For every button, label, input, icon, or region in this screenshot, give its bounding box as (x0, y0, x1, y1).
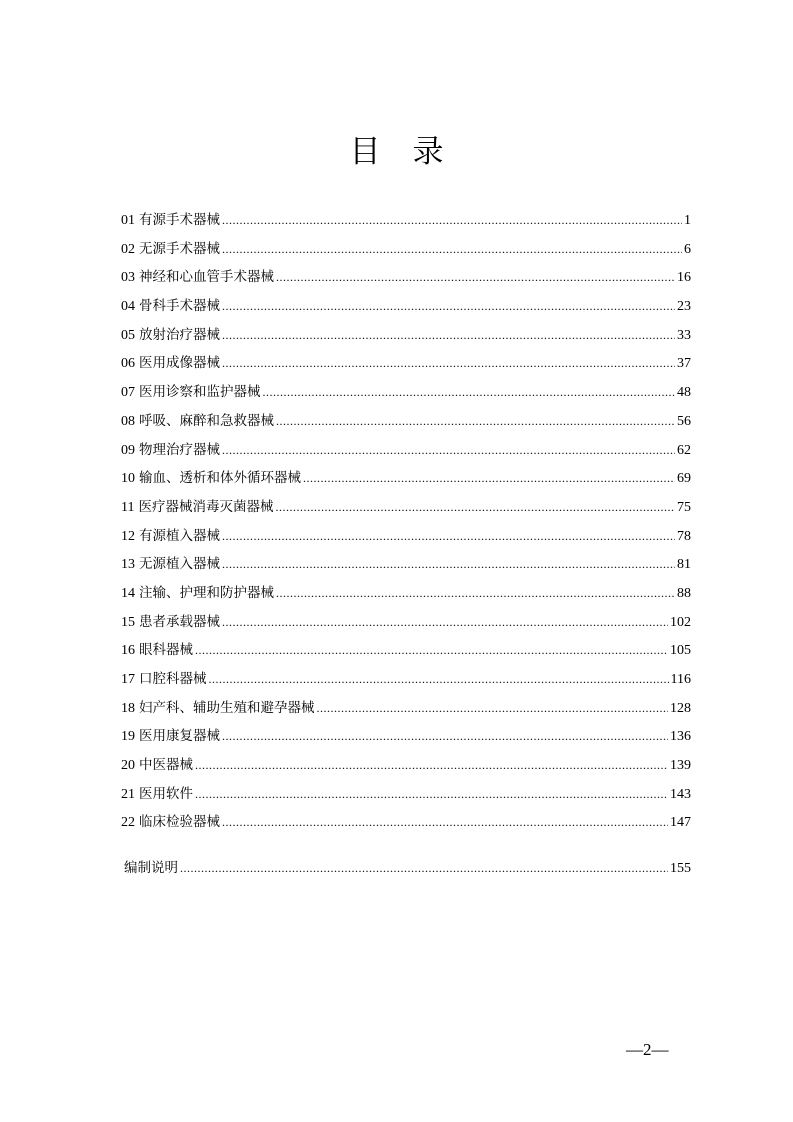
toc-entry-page: 116 (670, 672, 691, 687)
toc-entry-number: 22 (121, 815, 135, 831)
toc-leader-dots (222, 722, 668, 751)
toc-entry[interactable] (121, 436, 691, 465)
toc-entry-label: 输血、透析和体外循环器械 (139, 470, 301, 487)
toc-entry[interactable] (121, 378, 691, 407)
toc-leader-dots (222, 321, 675, 350)
toc-entry-page: 78 (677, 528, 691, 544)
toc-entry-page: 23 (677, 299, 691, 315)
toc-entry-number: 06 (121, 356, 135, 372)
toc-entry-page: 37 (677, 356, 691, 372)
toc-entry-page: 62 (677, 442, 691, 458)
toc-entry-number: 10 (121, 471, 135, 487)
title-char-1: 目 (349, 134, 381, 170)
toc-entry-number: 13 (121, 557, 135, 573)
toc-leader-dots (222, 206, 682, 235)
toc-entry-number: 20 (121, 758, 135, 774)
toc-entry-number: 07 (121, 385, 135, 401)
toc-entry-label: 放射治疗器械 (139, 326, 220, 343)
toc-leader-dots (195, 751, 668, 780)
toc-entry[interactable] (121, 722, 691, 751)
toc-entry[interactable] (121, 464, 691, 493)
toc-entry[interactable] (121, 206, 691, 235)
toc-entry-label: 医用成像器械 (139, 355, 220, 372)
toc-extra-label: 编制说明 (124, 860, 178, 876)
toc-entry-label: 神经和心血管手术器械 (139, 269, 274, 286)
toc-entry-page: 69 (677, 471, 691, 487)
toc-entry-page: 147 (670, 815, 691, 831)
toc-entry[interactable] (121, 636, 691, 665)
toc-entry[interactable] (121, 263, 691, 292)
toc-entry-label: 无源植入器械 (139, 556, 220, 573)
toc-leader-dots (222, 292, 675, 321)
toc-entry-number: 14 (121, 585, 135, 601)
title-char-2: 录 (412, 134, 444, 170)
toc-entry[interactable] (121, 493, 691, 522)
toc-leader-dots (180, 854, 668, 883)
toc-entry-label: 医疗器械消毒灭菌器械 (138, 498, 274, 515)
toc-entry-number: 18 (121, 700, 135, 716)
toc-leader-dots (209, 665, 669, 694)
toc-entry[interactable] (121, 407, 691, 436)
toc-entry[interactable] (121, 321, 691, 350)
toc-entry-label: 有源植入器械 (139, 527, 220, 544)
toc-entry-number: 17 (121, 672, 135, 687)
toc-entry-number: 21 (121, 786, 135, 802)
page-title (0, 132, 793, 172)
toc-entry-page: 102 (670, 614, 691, 630)
toc-entry-page: 81 (677, 557, 691, 573)
toc-entry[interactable] (121, 550, 691, 579)
toc-entry-page: 56 (677, 413, 691, 429)
toc-entry-label: 中医器械 (139, 757, 193, 774)
page-number: —2— (626, 1040, 669, 1059)
toc-entry-label: 医用诊察和监护器械 (139, 384, 261, 401)
toc-entry-page: 88 (677, 585, 691, 601)
toc-entry-number: 02 (121, 241, 135, 257)
toc-entry-page: 48 (677, 385, 691, 401)
toc-leader-dots (275, 493, 675, 522)
toc-leader-dots (317, 694, 669, 723)
toc-entry-page: 139 (670, 758, 691, 774)
toc-leader-dots (195, 636, 668, 665)
toc-entry-number: 04 (121, 299, 135, 315)
toc-entry[interactable] (121, 579, 691, 608)
toc-entry-label: 有源手术器械 (139, 212, 220, 228)
toc-leader-dots (222, 550, 675, 579)
toc-entry[interactable] (121, 608, 691, 637)
toc-entry[interactable] (121, 665, 691, 694)
toc-entry-number: 03 (121, 270, 135, 286)
toc-leader-dots (276, 263, 675, 292)
toc-entry-label: 注输、护理和防护器械 (139, 584, 274, 601)
toc-leader-dots (222, 235, 682, 264)
toc-leader-dots (276, 579, 675, 608)
toc-entry[interactable] (121, 694, 691, 723)
toc-entry-number: 16 (121, 643, 135, 659)
toc-entry-label: 妇产科、辅助生殖和避孕器械 (139, 699, 315, 716)
toc-leader-dots (222, 436, 675, 465)
toc-entry-label: 骨科手术器械 (139, 298, 220, 315)
toc-extra-entry[interactable] (124, 854, 691, 883)
toc-leader-dots (263, 378, 676, 407)
toc-entry[interactable] (121, 235, 691, 264)
toc-entry-page: 143 (670, 786, 691, 802)
toc-entry-label: 临床检验器械 (139, 814, 220, 831)
toc-leader-dots (222, 808, 668, 837)
toc-entry[interactable] (121, 292, 691, 321)
toc-entry-page: 136 (670, 729, 691, 745)
toc-leader-dots (222, 349, 675, 378)
toc-entry[interactable] (121, 780, 691, 809)
toc-entry-label: 口腔科器械 (139, 671, 207, 687)
toc-entry-page: 75 (677, 499, 691, 515)
toc-entry-number: 08 (121, 413, 135, 429)
toc-entry-number: 12 (121, 528, 135, 544)
toc-entry-label: 医用软件 (139, 785, 193, 802)
toc-entry-label: 无源手术器械 (139, 240, 220, 257)
toc-entry[interactable] (121, 522, 691, 551)
toc-entry-label: 物理治疗器械 (139, 441, 220, 458)
toc-entry-page: 1 (684, 213, 691, 228)
toc-leader-dots (222, 522, 675, 551)
toc-entry-label: 眼科器械 (139, 642, 193, 659)
toc-entry-page: 33 (677, 327, 691, 343)
toc-entry-page: 16 (677, 270, 691, 286)
toc-entry-number: 15 (121, 614, 135, 630)
toc-leader-dots (303, 464, 675, 493)
toc-entry[interactable] (121, 808, 691, 837)
toc-entry-number: 19 (121, 729, 135, 745)
toc-entry-number: 11 (121, 499, 135, 515)
toc-entry-page: 6 (684, 241, 691, 257)
toc-entry-number: 05 (121, 327, 135, 343)
toc-entry-label: 患者承载器械 (139, 613, 220, 630)
toc-entry-label: 呼吸、麻醉和急救器械 (139, 412, 274, 429)
toc-entry-number: 09 (121, 442, 135, 458)
toc-entry-page: 105 (670, 643, 691, 659)
toc-entry-label: 医用康复器械 (139, 728, 220, 745)
toc-leader-dots (222, 608, 668, 637)
toc-leader-dots (195, 780, 668, 809)
table-of-contents (121, 206, 691, 837)
toc-entry-number: 01 (121, 213, 135, 228)
toc-leader-dots (276, 407, 675, 436)
toc-extra-page: 155 (670, 861, 691, 876)
toc-entry[interactable] (121, 349, 691, 378)
toc-entry-page: 128 (670, 700, 691, 716)
toc-entry[interactable] (121, 751, 691, 780)
